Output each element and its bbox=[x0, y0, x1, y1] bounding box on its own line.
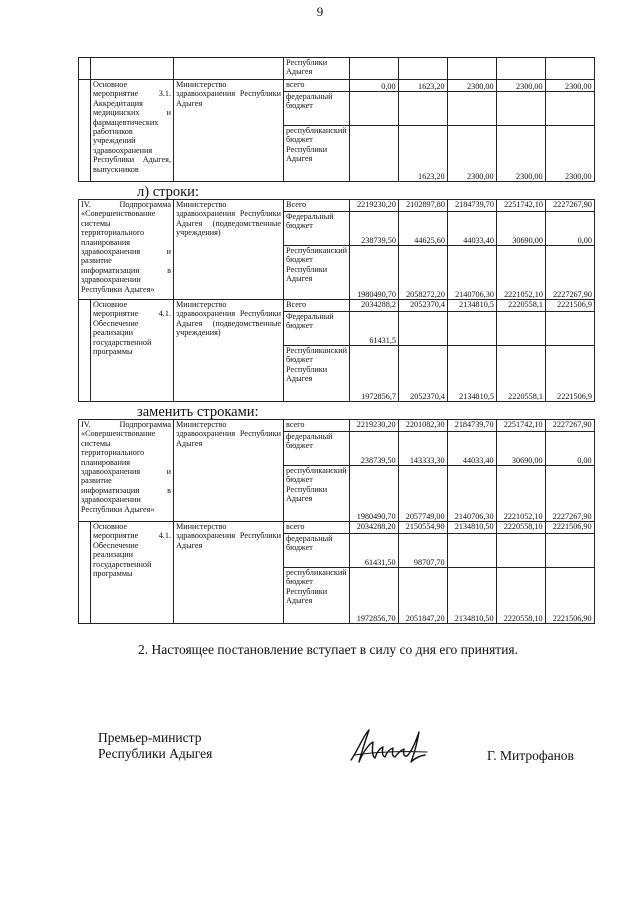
value-cell: 2300,00 bbox=[496, 80, 545, 92]
value-cell bbox=[349, 92, 398, 126]
value-cell: 1980490,70 bbox=[349, 246, 398, 300]
source-cell: Федеральный бюджет bbox=[284, 212, 350, 246]
source-cell: федеральный бюджет bbox=[284, 92, 350, 126]
value-cell: 61431,50 bbox=[349, 534, 398, 568]
value-cell: 238739,50 bbox=[349, 432, 398, 466]
value-cell: 2221052,10 bbox=[496, 466, 545, 522]
value-cell: 0,00 bbox=[349, 80, 398, 92]
value-cell: 2227267,90 bbox=[545, 466, 594, 522]
table-row bbox=[79, 300, 595, 312]
source-cell: Всего bbox=[284, 200, 350, 212]
row-name: IV. Подпрограмма «Совершенствование системы территориального планирования здравоохранения и развитие информатизации в здравоохранении Республики Адыгея» bbox=[79, 420, 174, 522]
value-cell: 2227267,90 bbox=[545, 246, 594, 300]
value-cell: 2251742,10 bbox=[496, 420, 545, 432]
value-cell: 30690,00 bbox=[496, 432, 545, 466]
value-cell bbox=[545, 312, 594, 346]
top-table bbox=[78, 57, 595, 182]
table-row bbox=[79, 200, 595, 212]
value-cell bbox=[447, 534, 496, 568]
handwritten-signature bbox=[345, 722, 435, 772]
value-cell: 238739,50 bbox=[349, 212, 398, 246]
value-cell bbox=[447, 92, 496, 126]
value-cell: 2057749,00 bbox=[398, 466, 447, 522]
value-cell: 2134810,50 bbox=[447, 522, 496, 534]
value-cell: 2300,00 bbox=[447, 80, 496, 92]
value-cell: 44625,60 bbox=[398, 212, 447, 246]
source-cell: федеральный бюджет bbox=[284, 534, 350, 568]
value-cell: 30690,00 bbox=[496, 212, 545, 246]
row-executor: Министерство здравоохранения Республики Адыгея (подведомственные учреждения) bbox=[174, 200, 284, 300]
value-cell bbox=[545, 92, 594, 126]
value-cell: 2221052,10 bbox=[496, 246, 545, 300]
value-cell: 2058272,20 bbox=[398, 246, 447, 300]
value-cell bbox=[398, 312, 447, 346]
source-cell: всего bbox=[284, 522, 350, 534]
value-cell: 1980490,70 bbox=[349, 466, 398, 522]
source-cell: Федеральный бюджет bbox=[284, 312, 350, 346]
signatory-title: Премьер-министр Республики Адыгея bbox=[98, 730, 213, 761]
table-row bbox=[79, 420, 595, 432]
value-cell: 2184739,70 bbox=[447, 420, 496, 432]
value-cell bbox=[496, 92, 545, 126]
value-cell: 2227267,90 bbox=[545, 200, 594, 212]
value-cell: 2052370,4 bbox=[398, 300, 447, 312]
value-cell: 2219230,20 bbox=[349, 200, 398, 212]
value-cell: 2220558,1 bbox=[496, 346, 545, 402]
value-cell: 0,00 bbox=[545, 432, 594, 466]
signatory-name: Г. Митрофанов bbox=[487, 748, 574, 763]
row-name: Основное мероприятие 4.1. Обеспечение реализации государственной программы bbox=[91, 300, 174, 402]
value-cell bbox=[398, 92, 447, 126]
value-cell: 2140706,30 bbox=[447, 246, 496, 300]
value-cell: 2150554,90 bbox=[398, 522, 447, 534]
row-executor: Министерство здравоохранения Республики Адыгея bbox=[174, 420, 284, 522]
value-cell: 2221506,90 bbox=[545, 568, 594, 624]
value-cell: 2184739,70 bbox=[447, 200, 496, 212]
value-cell bbox=[545, 534, 594, 568]
value-cell bbox=[496, 312, 545, 346]
value-cell: 2052370,4 bbox=[398, 346, 447, 402]
value-cell bbox=[349, 126, 398, 182]
value-cell: 2201082,30 bbox=[398, 420, 447, 432]
value-cell: 2051847,20 bbox=[398, 568, 447, 624]
header-fragment: Республики Адыгея bbox=[284, 58, 350, 80]
value-cell: 2251742,10 bbox=[496, 200, 545, 212]
value-cell: 61431,5 bbox=[349, 312, 398, 346]
source-cell: республиканский бюджет Республики Адыгея bbox=[284, 126, 350, 182]
value-cell: 2300,00 bbox=[496, 126, 545, 182]
value-cell: 2300,00 bbox=[545, 126, 594, 182]
source-cell: республиканский бюджет Республики Адыгея bbox=[284, 568, 350, 624]
value-cell: 2134810,5 bbox=[447, 346, 496, 402]
value-cell: 2220558,1 bbox=[496, 300, 545, 312]
row-name: Основное мероприятие 4.1. Обеспечение реализации государственной программы bbox=[91, 522, 174, 624]
source-cell: федеральный бюджет bbox=[284, 432, 350, 466]
old-rows-table bbox=[78, 199, 595, 402]
table-row bbox=[79, 58, 595, 80]
value-cell: 2220558,10 bbox=[496, 522, 545, 534]
source-cell: Республиканский бюджет Республики Адыгея bbox=[284, 346, 350, 402]
value-cell: 2219230,20 bbox=[349, 420, 398, 432]
value-cell: 2221506,9 bbox=[545, 346, 594, 402]
table-row bbox=[79, 522, 595, 534]
value-cell: 1972856,70 bbox=[349, 568, 398, 624]
heading-replace: заменить строками: bbox=[137, 404, 259, 420]
value-cell bbox=[496, 534, 545, 568]
value-cell: 2221506,9 bbox=[545, 300, 594, 312]
row-executor: Министерство здравоохранения Республики Адыгея bbox=[174, 80, 284, 182]
source-cell: Республиканский бюджет Республики Адыгея bbox=[284, 246, 350, 300]
value-cell: 2220558,10 bbox=[496, 568, 545, 624]
value-cell: 1623,20 bbox=[398, 126, 447, 182]
source-cell: Всего bbox=[284, 300, 350, 312]
value-cell: 98707,70 bbox=[398, 534, 447, 568]
value-cell: 44033,40 bbox=[447, 432, 496, 466]
source-cell: республиканский бюджет Республики Адыгея bbox=[284, 466, 350, 522]
value-cell: 2221506,90 bbox=[545, 522, 594, 534]
value-cell: 2300,00 bbox=[447, 126, 496, 182]
value-cell: 2134810,50 bbox=[447, 568, 496, 624]
value-cell: 2034288,20 bbox=[349, 522, 398, 534]
value-cell: 143333,30 bbox=[398, 432, 447, 466]
value-cell: 2034288,2 bbox=[349, 300, 398, 312]
value-cell: 2134810,5 bbox=[447, 300, 496, 312]
row-name: IV. Подпрограмма «Совершенствование системы территориального планирования здравоохранения и развитие информатизации в здравоохранении Республики Адыгея» bbox=[79, 200, 174, 300]
value-cell: 2300,00 bbox=[545, 80, 594, 92]
value-cell: 44033,40 bbox=[447, 212, 496, 246]
closing-paragraph: 2. Настоящее постановление вступает в силу со дня его принятия. bbox=[138, 642, 519, 657]
value-cell: 2227267,90 bbox=[545, 420, 594, 432]
new-rows-table bbox=[78, 419, 595, 624]
value-cell bbox=[447, 312, 496, 346]
value-cell: 2102897,80 bbox=[398, 200, 447, 212]
source-cell: всего bbox=[284, 80, 350, 92]
row-name: Основное мероприятие 3.1. Аккредитация медицинских и фармацевтических работников учреждений здравоохранения Республики Адыгея, выпускников bbox=[91, 80, 174, 182]
page-number: 9 bbox=[316, 4, 324, 19]
source-cell: всего bbox=[284, 420, 350, 432]
value-cell: 2140706,30 bbox=[447, 466, 496, 522]
heading-rows: л) строки: bbox=[137, 184, 199, 200]
value-cell: 1623,20 bbox=[398, 80, 447, 92]
row-executor: Министерство здравоохранения Республики Адыгея (подведомственные учреждения) bbox=[174, 300, 284, 402]
table-row bbox=[79, 80, 595, 92]
value-cell: 1972856,7 bbox=[349, 346, 398, 402]
value-cell: 0,00 bbox=[545, 212, 594, 246]
row-executor: Министерство здравоохранения Республики Адыгея bbox=[174, 522, 284, 624]
